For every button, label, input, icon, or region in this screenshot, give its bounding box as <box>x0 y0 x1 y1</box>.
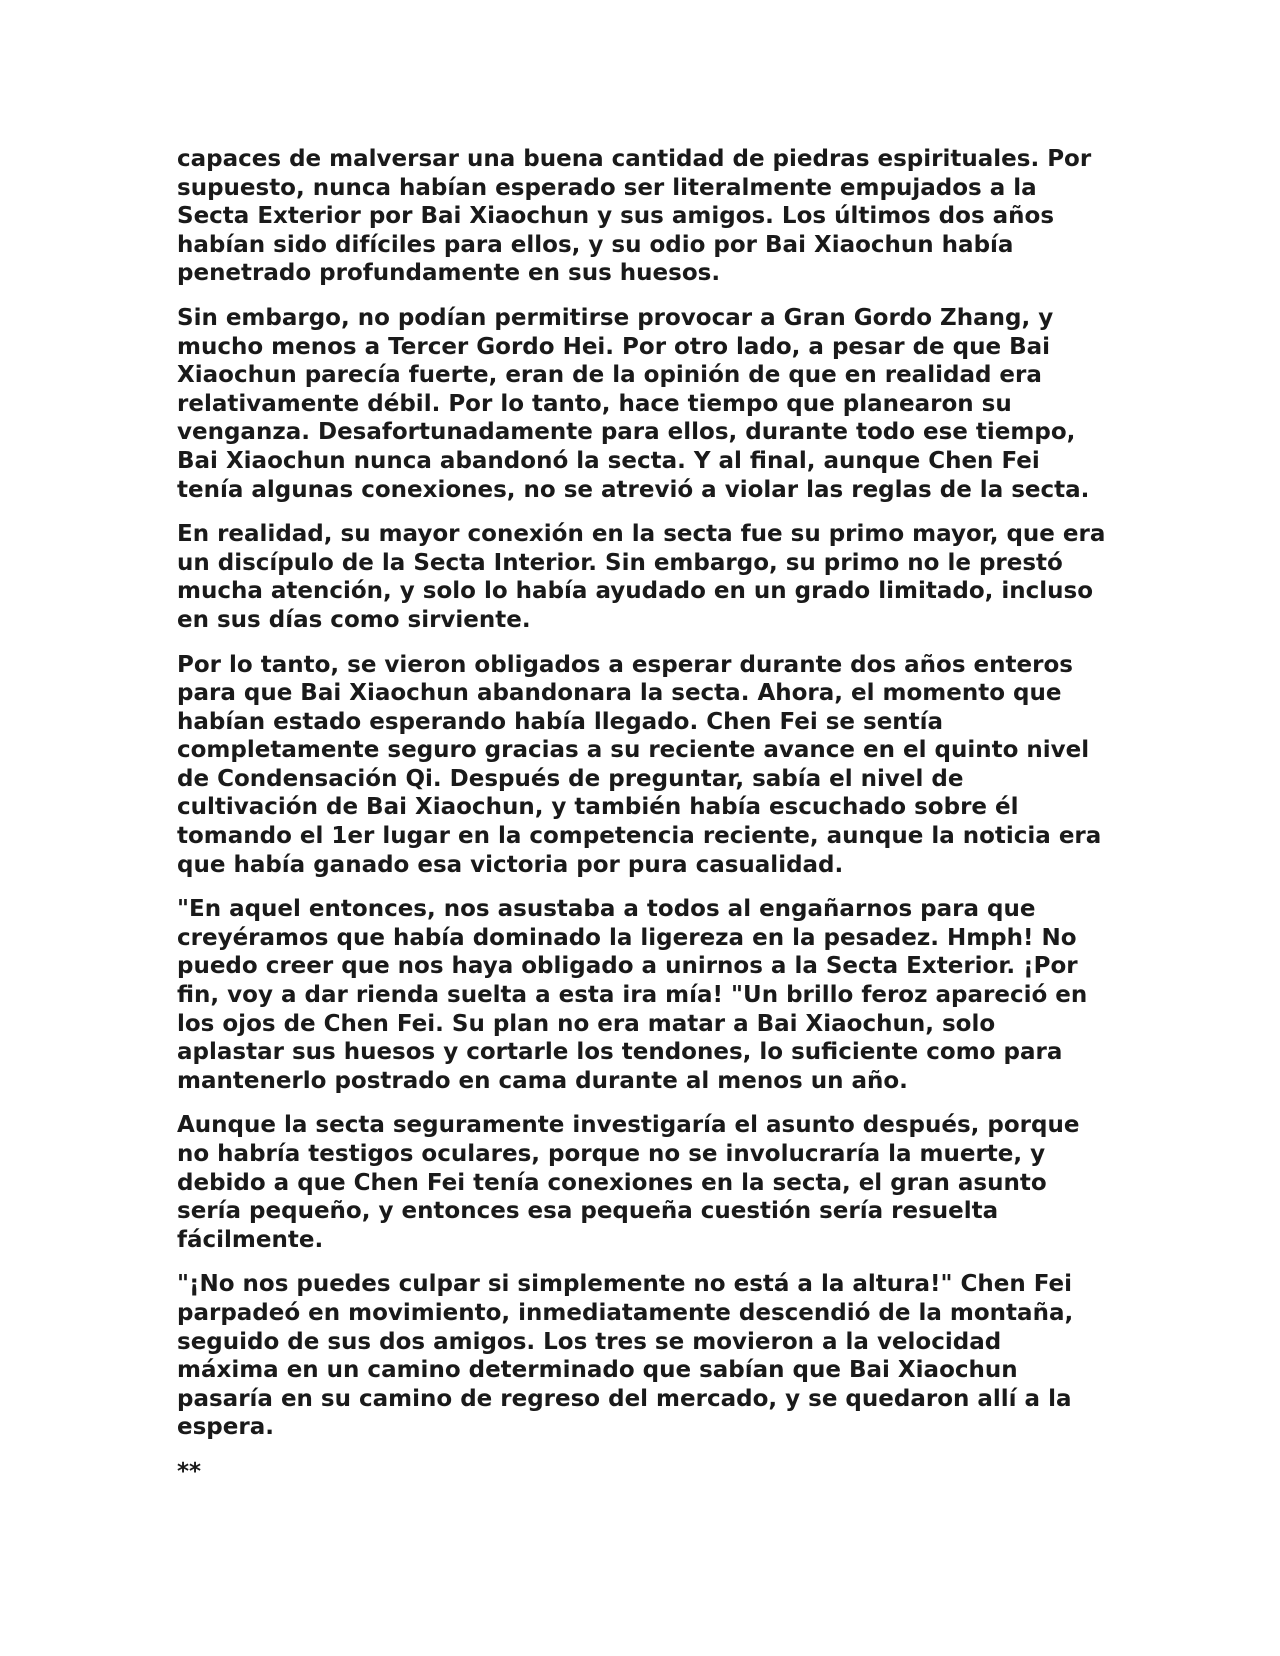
section-separator: ** <box>177 1458 202 1485</box>
paragraph-4: Por lo tanto, se vieron obligados a esperar durante dos años enteros para que Bai Xiaochun abandonara la secta. Ahora, el momento que habían estado esperando había llegado. Chen Fei se sentía completamente seguro gracias a su reciente avance en el quinto nivel de Condensación Qi. Después de preguntar, sabía el nivel de cultivación de Bai Xiaochun, y también había escuchado sobre él tomando el 1er lugar en la competencia reciente, aunque la noticia era que había ganado esa victoria por pura casualidad. <box>177 651 1102 878</box>
paragraph-5: "En aquel entonces, nos asustaba a todos al engañarnos para que creyéramos que había dominado la ligereza en la pesadez. Hmph! No puedo creer que nos haya obligado a unirnos a la Secta Exterior. ¡Por fin, voy a dar rienda suelta a esta ira mía! "Un brillo feroz apareció en los ojos de Chen Fei. Su plan no era matar a Bai Xiaochun, solo aplastar sus huesos y cortarle los tendones, lo suficiente como para mantenerlo postrado en cama durante al menos un año. <box>177 896 1088 1094</box>
paragraph-2: Sin embargo, no podían permitirse provocar a Gran Gordo Zhang, y mucho menos a Tercer Gordo Hei. Por otro lado, a pesar de que Bai Xiaochun parecía fuerte, eran de la opinión de que en realidad era relativamente débil. Por lo tanto, hace tiempo que planearon su venganza. Desafortunadamente para ellos, durante todo ese tiempo, Bai Xiaochun nunca abandonó la secta. Y al final, aunque Chen Fei tenía algunas conexiones, no se atrevió a violar las reglas de la secta. <box>177 304 1090 503</box>
document-body <box>177 145 1107 1503</box>
paragraph-3: En realidad, su mayor conexión en la secta fue su primo mayor, que era un discípulo de la Secta Interior. Sin embargo, su primo no le prestó mucha atención, y solo lo había ayudado en un grado limitado, incluso en sus días como sirviente. <box>177 521 1106 633</box>
paragraph-1: capaces de malversar una buena cantidad de piedras espirituales. Por supuesto, nunca habían esperado ser literalmente empujados a la Secta Exterior por Bai Xiaochun y sus amigos. Los últimos dos años habían sido difíciles para ellos, y su odio por Bai Xiaochun había penetrado profundamente en sus huesos. <box>177 146 1092 287</box>
paragraph-6: Aunque la secta seguramente investigaría el asunto después, porque no habría testigos oculares, porque no se involucraría la muerte, y debido a que Chen Fei tenía conexiones en la secta, el gran asunto sería pequeño, y entonces esa pequeña cuestión sería resuelta fácilmente. <box>177 1112 1080 1253</box>
paragraph-7: "¡No nos puedes culpar si simplemente no está a la altura!" Chen Fei parpadeó en movimiento, inmediatamente descendió de la montaña, seguido de sus dos amigos. Los tres se movieron a la velocidad máxima en un camino determinado que sabían que Bai Xiaochun pasaría en su camino de regreso del mercado, y se quedaron allí a la espera. <box>177 1271 1074 1441</box>
